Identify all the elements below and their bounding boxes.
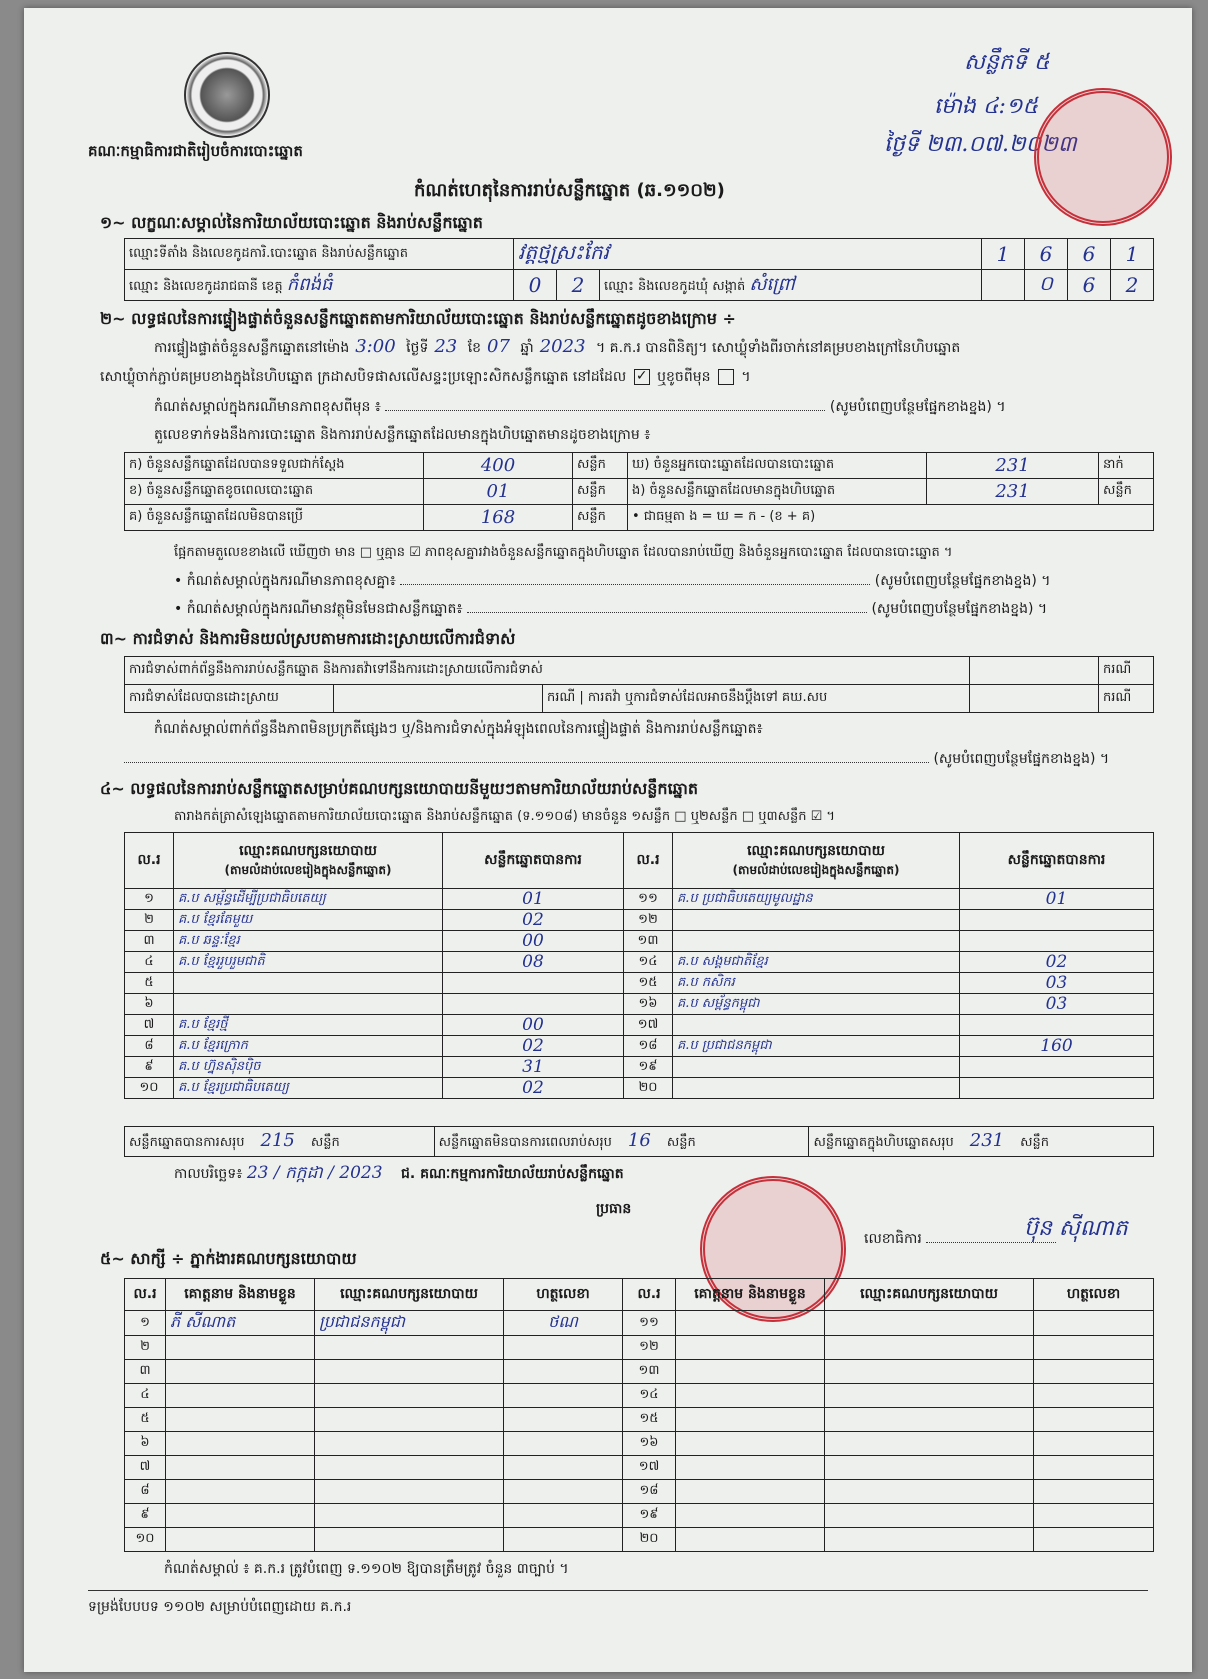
row-no: ១៤ — [624, 952, 673, 973]
row-no: ៦ — [125, 994, 174, 1015]
day-value: 23 — [434, 336, 458, 357]
party-name — [673, 1057, 960, 1078]
seal-line: សោឃ្លុំចាក់ភ្ជាប់គម្របខាងក្នុងនៃហិបឆ្នោត ក្រដាសបិទផាសលើសន្ទះប្រឡោះសិកសន្លឹកឆ្នោត នៅដដែល ✓ ឬខូចពីមុន ។ — [100, 368, 751, 385]
unit: ករណី — [1099, 657, 1154, 685]
witness-signature — [1034, 1360, 1154, 1384]
witness-signature — [504, 1336, 623, 1360]
witness-table — [124, 1278, 1154, 1552]
party-votes — [960, 1015, 1154, 1036]
witness-signature — [504, 1528, 623, 1552]
col-no: ល.រ — [125, 833, 174, 889]
witness-signature — [1034, 1384, 1154, 1408]
row-no: ៩ — [125, 1057, 174, 1078]
row-no: ២០ — [623, 1528, 676, 1552]
party-name: គ.ប ហ្វ៊ុនស៊ិនប៉ិច — [174, 1057, 443, 1078]
witness-party — [825, 1528, 1034, 1552]
province-label: ឈ្មោះ និងលេខកូដរាជធានី ខេត្ត កំពង់ធំ — [125, 270, 514, 301]
total-invalid: សន្លឹកឆ្នោតមិនបានការពេលរាប់សរុប 16 សន្លឹក — [434, 1127, 809, 1157]
witness-name — [166, 1504, 315, 1528]
comparison-line: ផ្អែកតាមតួលេខខាងលើ ឃើញថា មាន □ ឬគ្មាន ☑ ភាពខុសគ្នារវាងចំនួនសន្លឹកឆ្នោតក្នុងហិបឆ្នោត ដែលបានរាប់ឃើញ និងចំនួនអ្នកបោះឆ្នោត ដែលបានបោះឆ្នោត ។ — [174, 545, 953, 560]
figure-label: គ) ចំនួនសន្លឹកឆ្នោតដែលមិនបានប្រើ — [125, 505, 424, 531]
party-name: គ.ប ខ្មែរប្រជាធិបតេយ្យ — [174, 1078, 443, 1099]
unit: សន្លឹក — [1099, 479, 1154, 505]
row-no: ១៦ — [624, 994, 673, 1015]
witness-name — [676, 1480, 825, 1504]
witness-name — [676, 1432, 825, 1456]
appeal-count — [970, 685, 1099, 713]
witness-party — [315, 1408, 504, 1432]
col-party: ឈ្មោះគណបក្សនយោបាយ (តាមលំដាប់លេខរៀងក្នុងសន្លឹកឆ្នោត) — [174, 833, 443, 889]
results-table — [124, 832, 1154, 1099]
witness-party — [315, 1360, 504, 1384]
footer-note: កំណត់សម្គាល់ ៖ គ.ក.រ ត្រូវបំពេញ ទ.១១០២ ឱ្យបានត្រឹមត្រូវ ចំនួន ៣ច្បាប់ ។ — [164, 1561, 569, 1577]
witness-party — [825, 1456, 1034, 1480]
party-votes — [960, 931, 1154, 952]
party-name: គ.ប កសិករ — [673, 973, 960, 994]
row-no: ១ — [125, 889, 174, 910]
witness-signature — [1034, 1311, 1154, 1336]
party-name — [673, 910, 960, 931]
section1-heading: ១~ លក្ខណៈសម្គាល់នៃការិយាល័យបោះឆ្នោត និងរាប់សន្លឹកឆ្នោត — [100, 213, 483, 232]
received-ballots: 400 — [424, 453, 573, 479]
row-no: ១៨ — [624, 1036, 673, 1057]
witness-signature — [1034, 1336, 1154, 1360]
nec-emblem-logo — [184, 52, 270, 138]
blank-cell — [982, 270, 1025, 301]
figures-intro: តួលេខទាក់ទងនឹងការបោះឆ្នោត និងការរាប់សន្លឹកឆ្នោតដែលមានក្នុងហិបឆ្នោតមានដូចខាងក្រោម ៖ — [154, 427, 651, 443]
party-votes: 01 — [443, 889, 624, 910]
party-votes: 02 — [443, 1078, 624, 1099]
note1-dots — [385, 410, 825, 411]
party-name — [174, 994, 443, 1015]
witness-name — [166, 1480, 315, 1504]
party-votes — [443, 994, 624, 1015]
station-name: វត្តថ្មស្រះកែវ — [514, 239, 982, 270]
witness-signature — [1034, 1432, 1154, 1456]
secretary-label: លេខាធិការ — [864, 1230, 1056, 1248]
row-no: ៨ — [125, 1480, 166, 1504]
witness-name — [166, 1360, 315, 1384]
row-no: ១០ — [125, 1528, 166, 1552]
row-no: ៣ — [125, 931, 174, 952]
figure-label: ខ) ចំនួនសន្លឹកឆ្នោតខូចពេលបោះឆ្នោត — [125, 479, 424, 505]
col-votes: សន្លឹកឆ្នោតបានការ — [443, 833, 624, 889]
row-no: ១៧ — [623, 1456, 676, 1480]
witness-party — [315, 1336, 504, 1360]
party-name — [673, 1015, 960, 1036]
witness-name — [166, 1408, 315, 1432]
form-reference: ទម្រង់បែបបទ ១១០២ សម្រាប់បំពេញដោយ គ.ក.រ — [88, 1599, 352, 1615]
party-name — [174, 973, 443, 994]
party-votes: 01 — [960, 889, 1154, 910]
col-party: ឈ្មោះគណបក្សនយោបាយ — [315, 1279, 504, 1311]
witness-signature — [1034, 1480, 1154, 1504]
verification-line: ការផ្ទៀងផ្ទាត់ចំនួនសន្លឹកឆ្នោតនៅម៉ោង 3:00 ថ្ងៃទី 23 ខែ 07 ឆ្នាំ 2023 ។ គ.ក.រ បានពិនិត្យ។ សោឃ្លុំទាំងពីរចាក់នៅគម្របខាងក្រៅនៃហិបឆ្នោត — [154, 336, 961, 357]
witness-signature — [1034, 1456, 1154, 1480]
col-party: ឈ្មោះគណបក្សនយោបាយ — [825, 1279, 1034, 1311]
witness-name — [676, 1456, 825, 1480]
section3-heading: ៣~ ការជំទាស់ និងការមិនយល់ស្របតាមការដោះស្រាយលើការជំទាស់ — [100, 629, 516, 648]
row-no: ៣ — [125, 1360, 166, 1384]
formula: • ជាធម្មតា ង = ឃ = ក - (ខ + គ) — [628, 505, 1154, 531]
unit: សន្លឹក — [573, 479, 628, 505]
witness-party — [825, 1360, 1034, 1384]
col-sign: ហត្ថលេខា — [504, 1279, 623, 1311]
party-votes: 160 — [960, 1036, 1154, 1057]
damaged-checkbox[interactable] — [718, 369, 734, 385]
province-code-digit: 2 — [557, 270, 600, 301]
figure-label: ង) ចំនួនសន្លឹកឆ្នោតដែលមានក្នុងហិបឆ្នោត — [628, 479, 927, 505]
row-no: ១៥ — [624, 973, 673, 994]
col-name: គោត្តនាម និងនាមខ្លួន — [676, 1279, 825, 1311]
time-value: 3:00 — [355, 336, 396, 357]
month-value: 07 — [487, 336, 510, 357]
station-code-digit: 6 — [1068, 239, 1111, 270]
row-no: ៥ — [125, 1408, 166, 1432]
party-votes: 03 — [960, 973, 1154, 994]
row-no: ៤ — [125, 952, 174, 973]
row-no: ១៣ — [623, 1360, 676, 1384]
complaints-table — [124, 656, 1154, 713]
witness-signature — [504, 1504, 623, 1528]
witness-party — [825, 1432, 1034, 1456]
difference-note: • កំណត់សម្គាល់ក្នុងករណីមានភាពខុសគ្នា៖ (សូមបំពេញបន្ថែមផ្នែកខាងខ្នង) ។ — [174, 573, 1051, 589]
year-value: 2023 — [539, 336, 586, 357]
station-code-digit: 1 — [1111, 239, 1154, 270]
col-no: ល.រ — [623, 1279, 676, 1311]
col-votes: សន្លឹកឆ្នោតបានការ — [960, 833, 1154, 889]
witness-party — [315, 1480, 504, 1504]
row-no: ១ — [125, 1311, 166, 1336]
section2-heading: ២~ លទ្ធផលនៃការផ្ទៀងផ្ទាត់ចំនួនសន្លឹកឆ្នោតតាមការិយាល័យបោះឆ្នោត និងរាប់សន្លឹកឆ្នោតដូចខាងក្រោម ÷ — [100, 309, 736, 328]
row-no: ៤ — [125, 1384, 166, 1408]
margin-note: សន្លឹកទី ៥ — [964, 50, 1050, 75]
witness-name — [676, 1360, 825, 1384]
witness-party — [315, 1456, 504, 1480]
witness-party — [825, 1480, 1034, 1504]
party-votes: 02 — [443, 1036, 624, 1057]
col-party: ឈ្មោះគណបក្សនយោបាយ (តាមលំដាប់លេខរៀងក្នុងសន្លឹកឆ្នោត) — [673, 833, 960, 889]
unit: សន្លឹក — [573, 505, 628, 531]
row-no: ៦ — [125, 1432, 166, 1456]
complaints-count — [970, 657, 1099, 685]
commune-name: សំព្រៅ — [749, 273, 795, 295]
witness-party — [825, 1311, 1034, 1336]
party-votes — [960, 910, 1154, 931]
witness-party — [315, 1432, 504, 1456]
party-votes: 00 — [443, 1015, 624, 1036]
row-no: ៩ — [125, 1504, 166, 1528]
witness-name — [676, 1408, 825, 1432]
party-votes — [960, 1078, 1154, 1099]
witness-signature — [504, 1480, 623, 1504]
unit: សន្លឹក — [573, 453, 628, 479]
secretary-signature: ប៊ុន ស៊ីណាត — [1024, 1216, 1128, 1241]
witness-party — [825, 1384, 1034, 1408]
resolved-count — [334, 685, 543, 713]
party-votes: 02 — [960, 952, 1154, 973]
row-no: ១០ — [125, 1078, 174, 1099]
note1: កំណត់សម្គាល់ក្នុងករណីមានភាពខុសពីមុន ៖ (សូមបំពេញបន្ថែមផ្នែកខាងខ្នង) ។ — [154, 399, 1006, 415]
party-name: គ.ប ប្រជាធិបតេយ្យមូលដ្ឋាន — [673, 889, 960, 910]
station-label: ឈ្មោះទីតាំង និងលេខកូដការិ.បោះឆ្នោត និងរាប់សន្លឹកឆ្នោត — [125, 239, 514, 270]
row-no: ១៤ — [623, 1384, 676, 1408]
witness-party — [825, 1408, 1034, 1432]
dots — [124, 762, 929, 763]
col-sign: ហត្ថលេខា — [1034, 1279, 1154, 1311]
party-name: គ.ប ខ្មែរក្រោក — [174, 1036, 443, 1057]
party-votes — [443, 973, 624, 994]
party-name: គ.ប សម្ព័ន្ធកម្ពុជា — [673, 994, 960, 1015]
party-votes: 00 — [443, 931, 624, 952]
party-votes — [960, 1057, 1154, 1078]
province-name: កំពង់ធំ — [286, 273, 333, 295]
witness-signature — [504, 1456, 623, 1480]
commune-code-digit: ០ — [1025, 270, 1068, 301]
province-code-digit: 0 — [514, 270, 557, 301]
witness-party — [315, 1504, 504, 1528]
party-votes: 08 — [443, 952, 624, 973]
figure-label: ក) ចំនួនសន្លឹកឆ្នោតដែលបានទទួលជាក់ស្តែង — [125, 453, 424, 479]
witness-signature — [1034, 1504, 1154, 1528]
witness-name: ភី សីណាត — [166, 1311, 315, 1336]
row-no: ២ — [125, 1336, 166, 1360]
unit: ករណី — [1099, 685, 1154, 713]
voters-count: 231 — [927, 453, 1099, 479]
party-name: គ.ប សង្គមជាតិខ្មែរ — [673, 952, 960, 973]
margin-note: ថ្ងៃទី ២៣.០៧.២០២៣ — [884, 132, 1077, 157]
witness-name — [676, 1384, 825, 1408]
witness-name — [166, 1384, 315, 1408]
spoiled-ballots: 01 — [424, 479, 573, 505]
witness-signature — [1034, 1408, 1154, 1432]
commune-code-digit: 2 — [1111, 270, 1154, 301]
witness-name — [676, 1336, 825, 1360]
margin-note: ម៉ោង ៤:១៥ — [934, 94, 1039, 119]
chair-label: ប្រធាន — [596, 1201, 632, 1217]
witness-signature — [504, 1384, 623, 1408]
witness-party — [825, 1336, 1034, 1360]
row-no: ៧ — [125, 1456, 166, 1480]
party-votes: 02 — [443, 910, 624, 931]
row-no: ១១ — [624, 889, 673, 910]
org-name: គណៈកម្មាធិការជាតិរៀបចំការបោះឆ្នោត — [88, 142, 303, 160]
witness-name — [676, 1504, 825, 1528]
party-name: គ.ប សម្ព័ន្ធដើម្បីប្រជាធិបតេយ្យ — [174, 889, 443, 910]
figures-table — [124, 452, 1154, 531]
form-title: កំណត់ហេតុនៃការរាប់សន្លឹកឆ្នោត (ឆ.១១០២) — [414, 180, 725, 201]
irregularity-note: កំណត់សម្គាល់ពាក់ព័ន្ធនឹងភាពមិនប្រក្រតីផ្សេងៗ ឬ/និងការជំទាស់ក្នុងអំឡុងពេលនៃការផ្ទៀងផ្ទាត់ និងការរាប់សន្លឹកឆ្នោត៖ — [154, 721, 763, 737]
tally-sheet-intro: តារាងកត់ត្រាសំឡេងឆ្នោតតាមការិយាល័យបោះឆ្នោត និងរាប់សន្លឹកឆ្នោត (ទ.១១០៨) មានចំនួន ១សន្លឹក □ ឬ២សន្លឹក □ ឬ៣សន្លឹក ☑ ។ — [174, 809, 835, 824]
witness-name — [676, 1528, 825, 1552]
witness-signature — [504, 1408, 623, 1432]
irregularity-note-line: (សូមបំពេញបន្ថែមផ្នែកខាងខ្នង) ។ — [124, 750, 1109, 768]
party-name: គ.ប ខ្មែររួបរួមជាតិ — [174, 952, 443, 973]
footer-divider — [88, 1590, 1148, 1591]
complaints-label: ការជំទាស់ពាក់ព័ន្ធនឹងការរាប់សន្លឹកឆ្នោត និងការតវ៉ាទៅនឹងការដោះស្រាយលើការជំទាស់ — [125, 657, 970, 685]
signing-date: កាលបរិច្ឆេទ៖ 23 / កក្កដា / 2023 ជ. គណៈកម្មការការិយាល័យរាប់សន្លឹកឆ្នោត — [174, 1163, 624, 1183]
witness-name — [166, 1336, 315, 1360]
row-no: ១៥ — [623, 1408, 676, 1432]
row-no: ១១ — [623, 1311, 676, 1336]
section4-heading: ៤~ លទ្ធផលនៃការរាប់សន្លឹកឆ្នោតសម្រាប់គណបក្សនយោបាយនីមួយៗតាមការិយាល័យរាប់សន្លឹកឆ្នោត — [100, 779, 699, 798]
row-no: ១៩ — [623, 1504, 676, 1528]
witness-party: ប្រជាជនកម្ពុជា — [315, 1311, 504, 1336]
witness-name — [166, 1456, 315, 1480]
row-no: ២០ — [624, 1078, 673, 1099]
witness-party — [825, 1504, 1034, 1528]
row-no: ១៦ — [623, 1432, 676, 1456]
intact-checkbox[interactable]: ✓ — [634, 369, 650, 385]
row-no: ២ — [125, 910, 174, 931]
witness-signature: ថណ — [504, 1311, 623, 1336]
row-no: ១២ — [623, 1336, 676, 1360]
party-name: គ.ប ខ្មែរតែមួយ — [174, 910, 443, 931]
witness-signature — [1034, 1528, 1154, 1552]
witness-party — [315, 1384, 504, 1408]
official-stamp — [1034, 88, 1172, 226]
party-name: គ.ប ប្រជាជនកម្ពុជា — [673, 1036, 960, 1057]
witness-name — [166, 1432, 315, 1456]
witness-signature — [504, 1360, 623, 1384]
witness-name — [676, 1311, 825, 1336]
party-name: គ.ប ខ្មែរថ្មី — [174, 1015, 443, 1036]
foreign-object-note: • កំណត់សម្គាល់ក្នុងករណីមានវត្ថុមិនមែនជាសន្លឹកឆ្នោត៖ (សូមបំពេញបន្ថែមផ្នែកខាងខ្នង) ។ — [174, 601, 1048, 617]
appeal-label: ករណី | ការតវ៉ា ឬការជំទាស់ដែលអាចនឹងប្តឹងទៅ គឃ.សប — [543, 685, 970, 713]
resolved-label: ការជំទាស់ដែលបានដោះស្រាយ — [125, 685, 334, 713]
total-in-box: សន្លឹកឆ្នោតក្នុងហិបឆ្នោតសរុប 231 សន្លឹក — [809, 1127, 1154, 1157]
row-no: ៨ — [125, 1036, 174, 1057]
station-id-table — [124, 238, 1154, 301]
commune-label: ឈ្មោះ និងលេខកូដឃុំ សង្កាត់ សំព្រៅ — [600, 270, 982, 301]
witness-name — [166, 1528, 315, 1552]
ballots-in-box: 231 — [927, 479, 1099, 505]
witness-party — [315, 1528, 504, 1552]
party-votes: 03 — [960, 994, 1154, 1015]
row-no: ១៧ — [624, 1015, 673, 1036]
unused-ballots: 168 — [424, 505, 573, 531]
station-code-digit: 1 — [982, 239, 1025, 270]
figure-label: ឃ) ចំនួនអ្នកបោះឆ្នោតដែលបានបោះឆ្នោត — [628, 453, 927, 479]
row-no: ១២ — [624, 910, 673, 931]
total-valid: សន្លឹកឆ្នោតបានការសរុប 215 សន្លឹក — [125, 1127, 435, 1157]
date-value: 23 / កក្កដា / 2023 — [246, 1163, 383, 1183]
party-votes: 31 — [443, 1057, 624, 1078]
col-name: គោត្តនាម និងនាមខ្លួន — [166, 1279, 315, 1311]
totals-table — [124, 1126, 1154, 1157]
dots — [400, 584, 870, 585]
unit: នាក់ — [1099, 453, 1154, 479]
row-no: ១៨ — [623, 1480, 676, 1504]
row-no: ៥ — [125, 973, 174, 994]
row-no: ១៣ — [624, 931, 673, 952]
party-name — [673, 1078, 960, 1099]
party-name: គ.ប ឆន្ទៈខ្មែរ — [174, 931, 443, 952]
station-code-digit: 6 — [1025, 239, 1068, 270]
row-no: ៧ — [125, 1015, 174, 1036]
party-name — [673, 931, 960, 952]
witness-signature — [504, 1432, 623, 1456]
col-no: ល.រ — [125, 1279, 166, 1311]
section5-heading: ៥~ សាក្សី ÷ ភ្នាក់ងារគណបក្សនយោបាយ — [100, 1249, 357, 1268]
row-no: ១៩ — [624, 1057, 673, 1078]
dots — [467, 612, 867, 613]
commune-code-digit: 6 — [1068, 270, 1111, 301]
form-page — [24, 8, 1192, 1672]
col-no: ល.រ — [624, 833, 673, 889]
